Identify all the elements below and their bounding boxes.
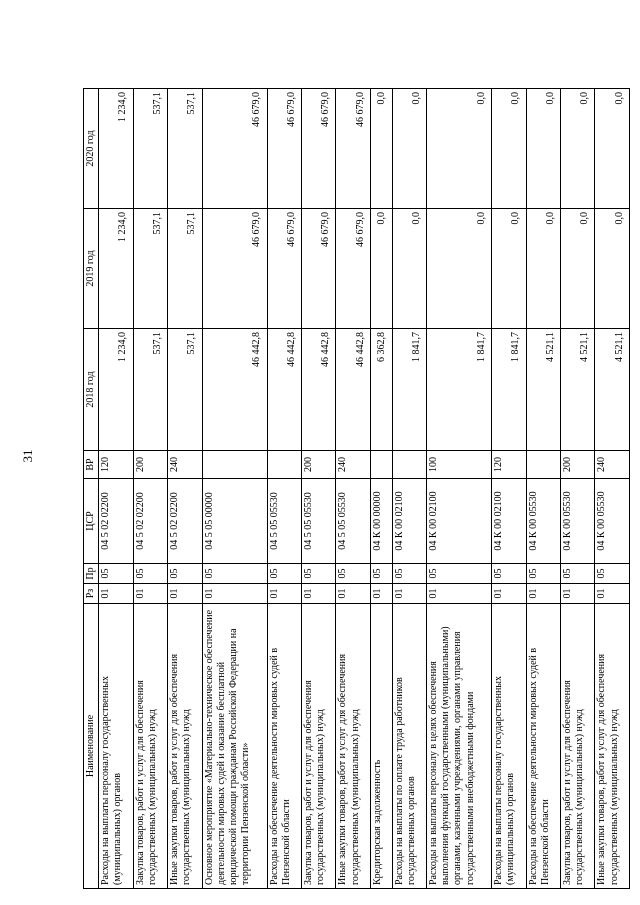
cell-rz: 01 — [99, 584, 133, 604]
cell-name: Закупка товаров, работ и услуг для обеспечения государственных (муниципальных) нужд — [302, 604, 336, 889]
cell-y2018: 1 841,7 — [492, 329, 526, 451]
cell-y2019: 46 679,0 — [302, 209, 336, 329]
budget-table — [83, 88, 630, 889]
cell-pr: 05 — [99, 564, 133, 584]
table-row — [392, 89, 426, 889]
cell-y2019: 46 679,0 — [336, 209, 370, 329]
cell-y2020: 0,0 — [392, 89, 426, 209]
cell-name: Расходы на выплаты по оплате труда работников государственных органов — [392, 604, 426, 889]
cell-y2018: 46 442,8 — [267, 329, 301, 451]
cell-y2018: 6 362,8 — [370, 329, 392, 451]
cell-vr — [202, 451, 267, 479]
table-row — [267, 89, 301, 889]
cell-y2020: 46 679,0 — [336, 89, 370, 209]
rotated-table-container — [83, 89, 630, 889]
cell-vr: 200 — [302, 451, 336, 479]
cell-vr: 120 — [492, 451, 526, 479]
cell-y2019: 0,0 — [595, 209, 630, 329]
cell-vr — [267, 451, 301, 479]
cell-y2019: 0,0 — [560, 209, 594, 329]
cell-rz: 01 — [202, 584, 267, 604]
cell-name: Иные закупки товаров, работ и услуг для обеспечения государственных (муниципальных) нужд — [595, 604, 630, 889]
cell-pr: 05 — [560, 564, 594, 584]
cell-rz: 01 — [168, 584, 202, 604]
table-row — [560, 89, 594, 889]
cell-y2018: 46 442,8 — [202, 329, 267, 451]
cell-name: Основное мероприятие «Материально-техническое обеспечение деятельности мировых судей и оказание бесплатной юридической помощи гражданам Российской Федерации на территории Пензенской области» — [202, 604, 267, 889]
cell-pr: 05 — [426, 564, 491, 584]
cell-pr: 05 — [267, 564, 301, 584]
cell-csr: 04 К 00 05530 — [595, 479, 630, 564]
cell-vr: 240 — [336, 451, 370, 479]
cell-y2018: 1 841,7 — [392, 329, 426, 451]
cell-y2020: 0,0 — [526, 89, 560, 209]
cell-y2020: 537,1 — [133, 89, 167, 209]
cell-y2018: 46 442,8 — [302, 329, 336, 451]
cell-y2020: 0,0 — [426, 89, 491, 209]
cell-y2019: 0,0 — [526, 209, 560, 329]
cell-y2018: 4 521,1 — [595, 329, 630, 451]
cell-pr: 05 — [133, 564, 167, 584]
header-2019: 2019 год — [84, 209, 99, 329]
table-row — [426, 89, 491, 889]
header-name: Наименование — [84, 604, 99, 889]
cell-vr: 100 — [426, 451, 491, 479]
cell-csr: 04 5 02 02200 — [168, 479, 202, 564]
cell-y2020: 1 234,0 — [99, 89, 133, 209]
page-number: 31 — [20, 449, 35, 463]
table-row — [133, 89, 167, 889]
table-row — [492, 89, 526, 889]
cell-y2020: 46 679,0 — [202, 89, 267, 209]
cell-y2019: 46 679,0 — [202, 209, 267, 329]
cell-csr: 04 5 02 02200 — [133, 479, 167, 564]
cell-name: Иные закупки товаров, работ и услуг для обеспечения государственных (муниципальных) нужд — [168, 604, 202, 889]
cell-name: Расходы на выплаты персоналу в целях обеспечения выполнения функций государственными (муниципальными) органами, казенными учреждениями, органами управления государственными внебюджетными фондами — [426, 604, 491, 889]
cell-vr: 240 — [595, 451, 630, 479]
table-row — [168, 89, 202, 889]
cell-name: Закупка товаров, работ и услуг для обеспечения государственных (муниципальных) нужд — [133, 604, 167, 889]
cell-vr: 240 — [168, 451, 202, 479]
cell-rz: 01 — [133, 584, 167, 604]
cell-pr: 05 — [168, 564, 202, 584]
cell-csr: 04 К 00 05530 — [560, 479, 594, 564]
cell-csr: 04 5 02 02200 — [99, 479, 133, 564]
cell-y2018: 1 234,0 — [99, 329, 133, 451]
cell-pr: 05 — [392, 564, 426, 584]
cell-y2019: 46 679,0 — [267, 209, 301, 329]
cell-pr: 05 — [492, 564, 526, 584]
cell-y2020: 537,1 — [168, 89, 202, 209]
cell-name: Иные закупки товаров, работ и услуг для обеспечения государственных (муниципальных) нужд — [336, 604, 370, 889]
cell-y2018: 537,1 — [168, 329, 202, 451]
cell-csr: 04 5 05 05530 — [267, 479, 301, 564]
cell-pr: 05 — [336, 564, 370, 584]
cell-rz: 01 — [560, 584, 594, 604]
cell-y2019: 0,0 — [426, 209, 491, 329]
cell-csr: 04 5 05 00000 — [202, 479, 267, 564]
cell-y2019: 0,0 — [392, 209, 426, 329]
cell-y2020: 0,0 — [370, 89, 392, 209]
cell-rz: 01 — [595, 584, 630, 604]
cell-name: Кредиторская задолженность — [370, 604, 392, 889]
cell-rz: 01 — [492, 584, 526, 604]
cell-name: Расходы на обеспечение деятельности мировых судей в Пензенской области — [267, 604, 301, 889]
cell-rz: 01 — [267, 584, 301, 604]
cell-y2020: 0,0 — [560, 89, 594, 209]
cell-rz: 01 — [302, 584, 336, 604]
cell-pr: 05 — [526, 564, 560, 584]
cell-y2019: 0,0 — [492, 209, 526, 329]
cell-csr: 04 К 00 00000 — [370, 479, 392, 564]
cell-y2020: 0,0 — [492, 89, 526, 209]
cell-vr: 200 — [133, 451, 167, 479]
cell-csr: 04 К 00 02100 — [426, 479, 491, 564]
cell-rz: 01 — [370, 584, 392, 604]
table-row — [202, 89, 267, 889]
header-2018: 2018 год — [84, 329, 99, 451]
cell-y2020: 46 679,0 — [267, 89, 301, 209]
cell-y2018: 537,1 — [133, 329, 167, 451]
header-csr: ЦСР — [84, 479, 99, 564]
cell-csr: 04 К 00 05530 — [526, 479, 560, 564]
table-row — [99, 89, 133, 889]
table-row — [370, 89, 392, 889]
cell-y2019: 537,1 — [168, 209, 202, 329]
cell-rz: 01 — [426, 584, 491, 604]
cell-y2018: 1 841,7 — [426, 329, 491, 451]
cell-vr — [370, 451, 392, 479]
table-row — [595, 89, 630, 889]
cell-rz: 01 — [392, 584, 426, 604]
cell-vr — [526, 451, 560, 479]
cell-rz: 01 — [526, 584, 560, 604]
cell-name: Расходы на выплаты персоналу государственных (муниципальных) органов — [99, 604, 133, 889]
table-row — [336, 89, 370, 889]
header-rz: Рз — [84, 584, 99, 604]
cell-name: Закупка товаров, работ и услуг для обеспечения государственных (муниципальных) нужд — [560, 604, 594, 889]
cell-pr: 05 — [370, 564, 392, 584]
cell-y2019: 537,1 — [133, 209, 167, 329]
table-row — [302, 89, 336, 889]
cell-pr: 05 — [202, 564, 267, 584]
cell-csr: 04 5 05 05530 — [302, 479, 336, 564]
cell-pr: 05 — [595, 564, 630, 584]
cell-vr — [392, 451, 426, 479]
cell-csr: 04 5 05 05530 — [336, 479, 370, 564]
header-2020: 2020 год — [84, 89, 99, 209]
cell-vr: 200 — [560, 451, 594, 479]
cell-csr: 04 К 00 02100 — [492, 479, 526, 564]
cell-y2018: 46 442,8 — [336, 329, 370, 451]
cell-csr: 04 К 00 02100 — [392, 479, 426, 564]
cell-name: Расходы на обеспечение деятельности мировых судей в Пензенской области — [526, 604, 560, 889]
header-pr: Пр — [84, 564, 99, 584]
cell-y2018: 4 521,1 — [560, 329, 594, 451]
cell-y2019: 1 234,0 — [99, 209, 133, 329]
cell-rz: 01 — [336, 584, 370, 604]
cell-y2020: 0,0 — [595, 89, 630, 209]
cell-y2019: 0,0 — [370, 209, 392, 329]
header-vr: ВР — [84, 451, 99, 479]
cell-y2018: 4 521,1 — [526, 329, 560, 451]
table-row — [526, 89, 560, 889]
cell-pr: 05 — [302, 564, 336, 584]
table-header-row — [84, 89, 99, 889]
cell-vr: 120 — [99, 451, 133, 479]
cell-y2020: 46 679,0 — [302, 89, 336, 209]
cell-name: Расходы на выплаты персоналу государственных (муниципальных) органов — [492, 604, 526, 889]
